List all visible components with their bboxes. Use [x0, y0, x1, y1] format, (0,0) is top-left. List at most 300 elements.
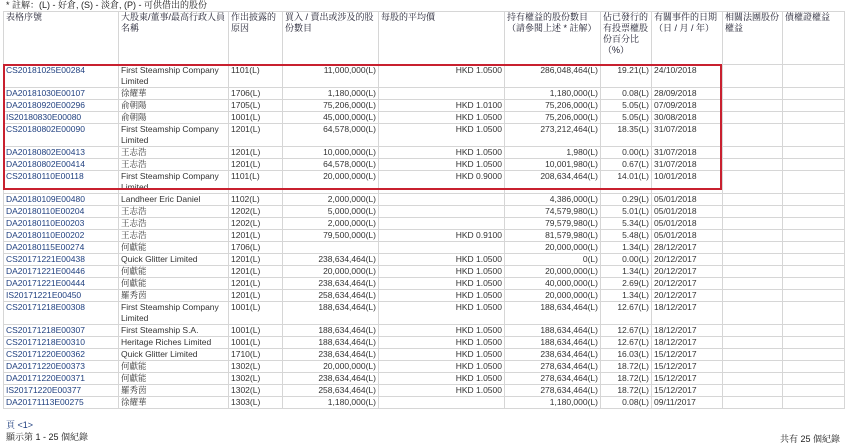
header-percentage[interactable]: 佔已發行的有投票權股份百分比（%）: [601, 12, 652, 65]
table-row: [4, 266, 845, 278]
table-row: [4, 397, 845, 409]
table-row: [4, 100, 845, 112]
row-event-date: 20/12/2017: [652, 266, 723, 278]
row-percentage: 1.34(L): [601, 290, 652, 302]
row-percentage: 12.67(L): [601, 325, 652, 337]
row-avg-price: [379, 194, 505, 206]
form-no-link[interactable]: CS20171218E00310: [6, 337, 85, 347]
record-range: 顯示第 1 - 25 個紀錄: [6, 432, 89, 442]
row-shares-held: 273,212,464(L): [505, 124, 601, 147]
row-shares-involved: 10,000,000(L): [283, 147, 379, 159]
row-form-no: [4, 230, 119, 242]
row-shares-involved: 258,634,464(L): [283, 290, 379, 302]
form-no-link[interactable]: DA20171221E00444: [6, 278, 85, 288]
form-no-link[interactable]: DA20180109E00480: [6, 194, 85, 204]
row-shares-involved: 238,634,464(L): [283, 278, 379, 290]
row-holder-name: First Steamship Company Limited: [119, 65, 229, 88]
row-avg-price: [379, 206, 505, 218]
row-shares-involved: 20,000,000(L): [283, 171, 379, 194]
row-avg-price: HKD 1.0500: [379, 112, 505, 124]
row-shares-involved: 258,634,464(L): [283, 385, 379, 397]
row-holder-name: Landheer Eric Daniel: [119, 194, 229, 206]
row-debentures: [783, 373, 845, 385]
row-reason: 1201(L): [229, 159, 283, 171]
row-debentures: [783, 325, 845, 337]
row-debentures: [783, 194, 845, 206]
row-shares-held: 238,634,464(L): [505, 349, 601, 361]
row-avg-price: [379, 397, 505, 409]
row-shares-involved: [283, 242, 379, 254]
row-percentage: 18.35(L): [601, 124, 652, 147]
row-event-date: 18/12/2017: [652, 337, 723, 349]
row-holder-name: 俞朝陽: [119, 100, 229, 112]
row-associated-corp: [723, 266, 783, 278]
row-shares-involved: 64,578,000(L): [283, 159, 379, 171]
table-row: [4, 147, 845, 159]
row-shares-held: 4,386,000(L): [505, 194, 601, 206]
table-row: [4, 194, 845, 206]
row-form-no: [4, 218, 119, 230]
form-no-link[interactable]: DA20171113E00275: [6, 397, 84, 407]
row-associated-corp: [723, 373, 783, 385]
row-reason: 1202(L): [229, 218, 283, 230]
row-avg-price: HKD 1.0500: [379, 361, 505, 373]
row-reason: 1201(L): [229, 278, 283, 290]
row-form-no: [4, 88, 119, 100]
row-avg-price: HKD 1.0500: [379, 290, 505, 302]
row-shares-involved: 188,634,464(L): [283, 302, 379, 325]
row-shares-held: 20,000,000(L): [505, 242, 601, 254]
table-row: [4, 159, 845, 171]
row-event-date: 31/07/2018: [652, 159, 723, 171]
row-shares-involved: 238,634,464(L): [283, 373, 379, 385]
row-associated-corp: [723, 100, 783, 112]
row-percentage: 18.72(L): [601, 361, 652, 373]
row-shares-held: 188,634,464(L): [505, 337, 601, 349]
table-row: [4, 171, 845, 194]
record-total: 共有 25 個紀錄: [779, 434, 840, 444]
row-holder-name: 何獻能: [119, 278, 229, 290]
row-associated-corp: [723, 385, 783, 397]
row-percentage: 5.34(L): [601, 218, 652, 230]
row-avg-price: HKD 1.0500: [379, 159, 505, 171]
row-associated-corp: [723, 397, 783, 409]
form-no-link[interactable]: CS20171218E00308: [6, 302, 85, 312]
row-percentage: 1.34(L): [601, 242, 652, 254]
row-associated-corp: [723, 194, 783, 206]
row-form-no: [4, 100, 119, 112]
table-row: [4, 218, 845, 230]
table-row: [4, 242, 845, 254]
row-associated-corp: [723, 88, 783, 100]
row-debentures: [783, 230, 845, 242]
row-event-date: 20/12/2017: [652, 278, 723, 290]
row-debentures: [783, 397, 845, 409]
row-event-date: 28/12/2017: [652, 242, 723, 254]
row-shares-held: 1,980(L): [505, 147, 601, 159]
form-no-link[interactable]: DA20181030E00107: [6, 88, 85, 98]
row-form-no: [4, 385, 119, 397]
table-row: [4, 124, 845, 147]
row-event-date: 05/01/2018: [652, 218, 723, 230]
form-no-link[interactable]: IS20180830E00080: [6, 112, 82, 122]
row-holder-name: Heritage Riches Limited: [119, 337, 229, 349]
row-shares-held: 278,634,464(L): [505, 385, 601, 397]
row-form-no: [4, 112, 119, 124]
row-avg-price: HKD 0.9000: [379, 171, 505, 194]
row-debentures: [783, 159, 845, 171]
row-shares-held: 278,634,464(L): [505, 361, 601, 373]
table-header-row: [4, 12, 845, 65]
row-shares-involved: 79,500,000(L): [283, 230, 379, 242]
row-form-no: [4, 278, 119, 290]
row-form-no: [4, 159, 119, 171]
row-holder-name: 王志浩: [119, 147, 229, 159]
row-event-date: 15/12/2017: [652, 361, 723, 373]
header-event-date[interactable]: 有關事件的日期（日 / 月 / 年）: [652, 12, 723, 65]
table-row: [4, 88, 845, 100]
form-no-link[interactable]: CS20171218E00307: [6, 325, 85, 335]
table-row: [4, 230, 845, 242]
row-reason: 1201(L): [229, 290, 283, 302]
row-percentage: 5.48(L): [601, 230, 652, 242]
row-shares-involved: 2,000,000(L): [283, 194, 379, 206]
row-shares-involved: 2,000,000(L): [283, 218, 379, 230]
row-form-no: [4, 206, 119, 218]
table-row: [4, 112, 845, 124]
row-avg-price: [379, 218, 505, 230]
row-percentage: 1.34(L): [601, 266, 652, 278]
row-event-date: 10/01/2018: [652, 171, 723, 194]
row-event-date: 05/01/2018: [652, 230, 723, 242]
row-reason: 1705(L): [229, 100, 283, 112]
row-shares-involved: 188,634,464(L): [283, 325, 379, 337]
row-reason: 1303(L): [229, 397, 283, 409]
row-reason: 1201(L): [229, 254, 283, 266]
row-holder-name: Quick Glitter Limited: [119, 254, 229, 266]
row-avg-price: HKD 1.0500: [379, 373, 505, 385]
row-reason: 1302(L): [229, 385, 283, 397]
row-holder-name: 何獻能: [119, 361, 229, 373]
row-form-no: [4, 361, 119, 373]
header-reason[interactable]: 作出披露的原因: [229, 12, 283, 65]
row-holder-name: 羅秀茵: [119, 290, 229, 302]
pagination[interactable]: 頁 <1>: [6, 420, 34, 430]
row-reason: 1001(L): [229, 325, 283, 337]
form-no-link[interactable]: CS20171220E00362: [6, 349, 85, 359]
row-reason: 1201(L): [229, 230, 283, 242]
row-form-no: [4, 302, 119, 325]
row-form-no: [4, 124, 119, 147]
row-shares-held: 208,634,464(L): [505, 171, 601, 194]
row-event-date: 18/12/2017: [652, 325, 723, 337]
row-form-no: [4, 290, 119, 302]
form-no-link[interactable]: DA20171220E00371: [6, 373, 85, 383]
row-percentage: 5.05(L): [601, 112, 652, 124]
row-percentage: 12.67(L): [601, 302, 652, 325]
row-shares-involved: 238,634,464(L): [283, 254, 379, 266]
row-form-no: [4, 266, 119, 278]
row-event-date: 09/11/2017: [652, 397, 723, 409]
row-avg-price: HKD 1.0500: [379, 124, 505, 147]
row-reason: 1202(L): [229, 206, 283, 218]
row-reason: 1201(L): [229, 266, 283, 278]
row-event-date: 24/10/2018: [652, 65, 723, 88]
row-event-date: 31/07/2018: [652, 147, 723, 159]
row-holder-name: Quick Glitter Limited: [119, 349, 229, 361]
header-debentures[interactable]: 債權證權益: [783, 12, 845, 65]
row-associated-corp: [723, 242, 783, 254]
row-percentage: 5.01(L): [601, 206, 652, 218]
row-event-date: 15/12/2017: [652, 349, 723, 361]
row-percentage: 16.03(L): [601, 349, 652, 361]
row-form-no: [4, 397, 119, 409]
row-holder-name: 何獻能: [119, 266, 229, 278]
row-percentage: 14.01(L): [601, 171, 652, 194]
row-form-no: [4, 147, 119, 159]
row-event-date: 15/12/2017: [652, 385, 723, 397]
row-associated-corp: [723, 325, 783, 337]
form-no-link[interactable]: DA20180802E00414: [6, 159, 85, 169]
row-avg-price: HKD 1.0500: [379, 266, 505, 278]
row-avg-price: HKD 1.0500: [379, 254, 505, 266]
form-no-link[interactable]: CS20171221E00438: [6, 254, 85, 264]
row-shares-held: 10,001,980(L): [505, 159, 601, 171]
row-debentures: [783, 147, 845, 159]
table-row: [4, 385, 845, 397]
row-percentage: 0.67(L): [601, 159, 652, 171]
row-associated-corp: [723, 112, 783, 124]
row-reason: 1001(L): [229, 112, 283, 124]
row-associated-corp: [723, 290, 783, 302]
row-associated-corp: [723, 159, 783, 171]
row-shares-involved: 188,634,464(L): [283, 337, 379, 349]
row-associated-corp: [723, 361, 783, 373]
row-avg-price: HKD 1.0500: [379, 337, 505, 349]
form-no-link[interactable]: DA20180110E00204: [6, 206, 85, 216]
row-holder-name: 何獻能: [119, 373, 229, 385]
row-reason: 1710(L): [229, 349, 283, 361]
row-associated-corp: [723, 171, 783, 194]
row-percentage: 18.72(L): [601, 385, 652, 397]
row-associated-corp: [723, 206, 783, 218]
row-holder-name: 王志浩: [119, 159, 229, 171]
form-no-link[interactable]: CS20180110E00118: [6, 171, 84, 181]
header-associated-corp[interactable]: 相關法團股份權益: [723, 12, 783, 65]
row-shares-held: 278,634,464(L): [505, 373, 601, 385]
row-holder-name: 王志浩: [119, 218, 229, 230]
row-holder-name: First Steamship Company Limited: [119, 171, 229, 194]
row-form-no: [4, 325, 119, 337]
form-no-link[interactable]: DA20180920E00296: [6, 100, 85, 110]
row-debentures: [783, 254, 845, 266]
row-percentage: 18.72(L): [601, 373, 652, 385]
form-no-link[interactable]: IS20171221E00450: [6, 290, 82, 300]
form-no-link[interactable]: DA20180110E00202: [6, 230, 85, 240]
row-percentage: 0.00(L): [601, 254, 652, 266]
row-percentage: 2.69(L): [601, 278, 652, 290]
row-event-date: 30/08/2018: [652, 112, 723, 124]
row-reason: 1201(L): [229, 124, 283, 147]
row-associated-corp: [723, 302, 783, 325]
row-shares-held: 79,579,980(L): [505, 218, 601, 230]
row-shares-involved: 1,180,000(L): [283, 397, 379, 409]
row-reason: 1001(L): [229, 337, 283, 349]
header-holder-name[interactable]: 大股東/董事/最高行政人員名稱: [119, 12, 229, 65]
form-no-link[interactable]: DA20171221E00446: [6, 266, 85, 276]
form-no-link[interactable]: CS20180802E00090: [6, 124, 85, 134]
table-row: [4, 278, 845, 290]
row-holder-name: 王志浩: [119, 206, 229, 218]
row-associated-corp: [723, 65, 783, 88]
form-no-link[interactable]: IS20171220E00377: [6, 385, 82, 395]
row-associated-corp: [723, 337, 783, 349]
row-shares-held: 20,000,000(L): [505, 266, 601, 278]
row-percentage: 0.29(L): [601, 194, 652, 206]
row-event-date: 07/09/2018: [652, 100, 723, 112]
row-shares-involved: 20,000,000(L): [283, 266, 379, 278]
row-debentures: [783, 65, 845, 88]
row-reason: 1101(L): [229, 65, 283, 88]
row-debentures: [783, 242, 845, 254]
row-form-no: [4, 337, 119, 349]
row-debentures: [783, 385, 845, 397]
row-shares-held: 74,579,980(L): [505, 206, 601, 218]
row-holder-name: 羅秀茵: [119, 385, 229, 397]
header-shares-involved[interactable]: 買入 / 賣出或涉及的股份數目: [283, 12, 379, 65]
row-associated-corp: [723, 124, 783, 147]
row-event-date: 18/12/2017: [652, 302, 723, 325]
row-avg-price: [379, 242, 505, 254]
table-row: [4, 290, 845, 302]
row-shares-held: 0(L): [505, 254, 601, 266]
row-shares-held: 40,000,000(L): [505, 278, 601, 290]
row-form-no: [4, 65, 119, 88]
table-row: [4, 65, 845, 88]
row-holder-name: First Steamship S.A.: [119, 325, 229, 337]
row-percentage: 0.08(L): [601, 397, 652, 409]
form-no-link[interactable]: DA20171220E00373: [6, 361, 85, 371]
table-row: [4, 206, 845, 218]
row-associated-corp: [723, 230, 783, 242]
row-event-date: 20/12/2017: [652, 290, 723, 302]
row-reason: 1302(L): [229, 361, 283, 373]
row-shares-involved: 238,634,464(L): [283, 349, 379, 361]
row-shares-involved: 75,206,000(L): [283, 100, 379, 112]
form-no-link[interactable]: CS20181025E00284: [6, 65, 85, 75]
row-shares-held: 75,206,000(L): [505, 112, 601, 124]
row-debentures: [783, 100, 845, 112]
row-holder-name: 徐耀華: [119, 397, 229, 409]
table-row: [4, 254, 845, 266]
header-shares-held[interactable]: 持有權益的股份數目（請參閱上述 * 註解）: [505, 12, 601, 65]
row-debentures: [783, 290, 845, 302]
header-form-no[interactable]: 表格序號: [4, 12, 119, 65]
row-reason: 1706(L): [229, 242, 283, 254]
row-debentures: [783, 218, 845, 230]
row-reason: 1706(L): [229, 88, 283, 100]
row-shares-involved: 11,000,000(L): [283, 65, 379, 88]
row-percentage: 12.67(L): [601, 337, 652, 349]
table-row: [4, 373, 845, 385]
row-debentures: [783, 88, 845, 100]
row-shares-held: 1,180,000(L): [505, 88, 601, 100]
row-associated-corp: [723, 278, 783, 290]
row-reason: 1101(L): [229, 171, 283, 194]
row-event-date: 05/01/2018: [652, 194, 723, 206]
row-form-no: [4, 171, 119, 194]
row-shares-involved: 64,578,000(L): [283, 124, 379, 147]
row-holder-name: First Steamship Company Limited: [119, 302, 229, 325]
row-percentage: 19.21(L): [601, 65, 652, 88]
table-row: [4, 337, 845, 349]
row-holder-name: 俞朝陽: [119, 112, 229, 124]
row-holder-name: 何獻能: [119, 242, 229, 254]
legend-note: * 註解：(L) - 好倉, (S) - 淡倉, (P) - 可供借出的股份: [6, 0, 207, 10]
row-form-no: [4, 349, 119, 361]
row-avg-price: HKD 0.9100: [379, 230, 505, 242]
row-shares-held: 81,579,980(L): [505, 230, 601, 242]
disclosure-table: [3, 11, 845, 409]
row-event-date: 15/12/2017: [652, 373, 723, 385]
row-form-no: [4, 242, 119, 254]
row-shares-held: 188,634,464(L): [505, 325, 601, 337]
row-shares-held: 20,000,000(L): [505, 290, 601, 302]
row-event-date: 20/12/2017: [652, 254, 723, 266]
row-avg-price: HKD 1.0500: [379, 302, 505, 325]
row-reason: 1302(L): [229, 373, 283, 385]
row-shares-involved: 5,000,000(L): [283, 206, 379, 218]
row-form-no: [4, 373, 119, 385]
row-form-no: [4, 254, 119, 266]
row-associated-corp: [723, 349, 783, 361]
row-debentures: [783, 302, 845, 325]
row-form-no: [4, 194, 119, 206]
row-associated-corp: [723, 147, 783, 159]
row-debentures: [783, 171, 845, 194]
form-no-link[interactable]: DA20180802E00413: [6, 147, 85, 157]
row-percentage: 0.00(L): [601, 147, 652, 159]
form-no-link[interactable]: DA20180110E00203: [6, 218, 85, 228]
row-debentures: [783, 124, 845, 147]
table-row: [4, 325, 845, 337]
row-holder-name: 王志浩: [119, 230, 229, 242]
row-avg-price: [379, 88, 505, 100]
row-debentures: [783, 112, 845, 124]
row-shares-held: 1,180,000(L): [505, 397, 601, 409]
row-holder-name: First Steamship Company Limited: [119, 124, 229, 147]
row-debentures: [783, 361, 845, 373]
row-reason: 1201(L): [229, 147, 283, 159]
row-shares-involved: 1,180,000(L): [283, 88, 379, 100]
row-shares-held: 75,206,000(L): [505, 100, 601, 112]
row-reason: 1102(L): [229, 194, 283, 206]
row-event-date: 05/01/2018: [652, 206, 723, 218]
row-percentage: 5.05(L): [601, 100, 652, 112]
header-avg-price[interactable]: 每股的平均價: [379, 12, 505, 65]
row-debentures: [783, 278, 845, 290]
row-reason: 1001(L): [229, 302, 283, 325]
row-event-date: 31/07/2018: [652, 124, 723, 147]
row-debentures: [783, 206, 845, 218]
table-row: [4, 361, 845, 373]
form-no-link[interactable]: DA20180115E00274: [6, 242, 85, 252]
row-avg-price: HKD 1.0500: [379, 65, 505, 88]
row-shares-involved: 45,000,000(L): [283, 112, 379, 124]
row-debentures: [783, 266, 845, 278]
row-avg-price: HKD 1.0100: [379, 100, 505, 112]
row-shares-held: 188,634,464(L): [505, 302, 601, 325]
